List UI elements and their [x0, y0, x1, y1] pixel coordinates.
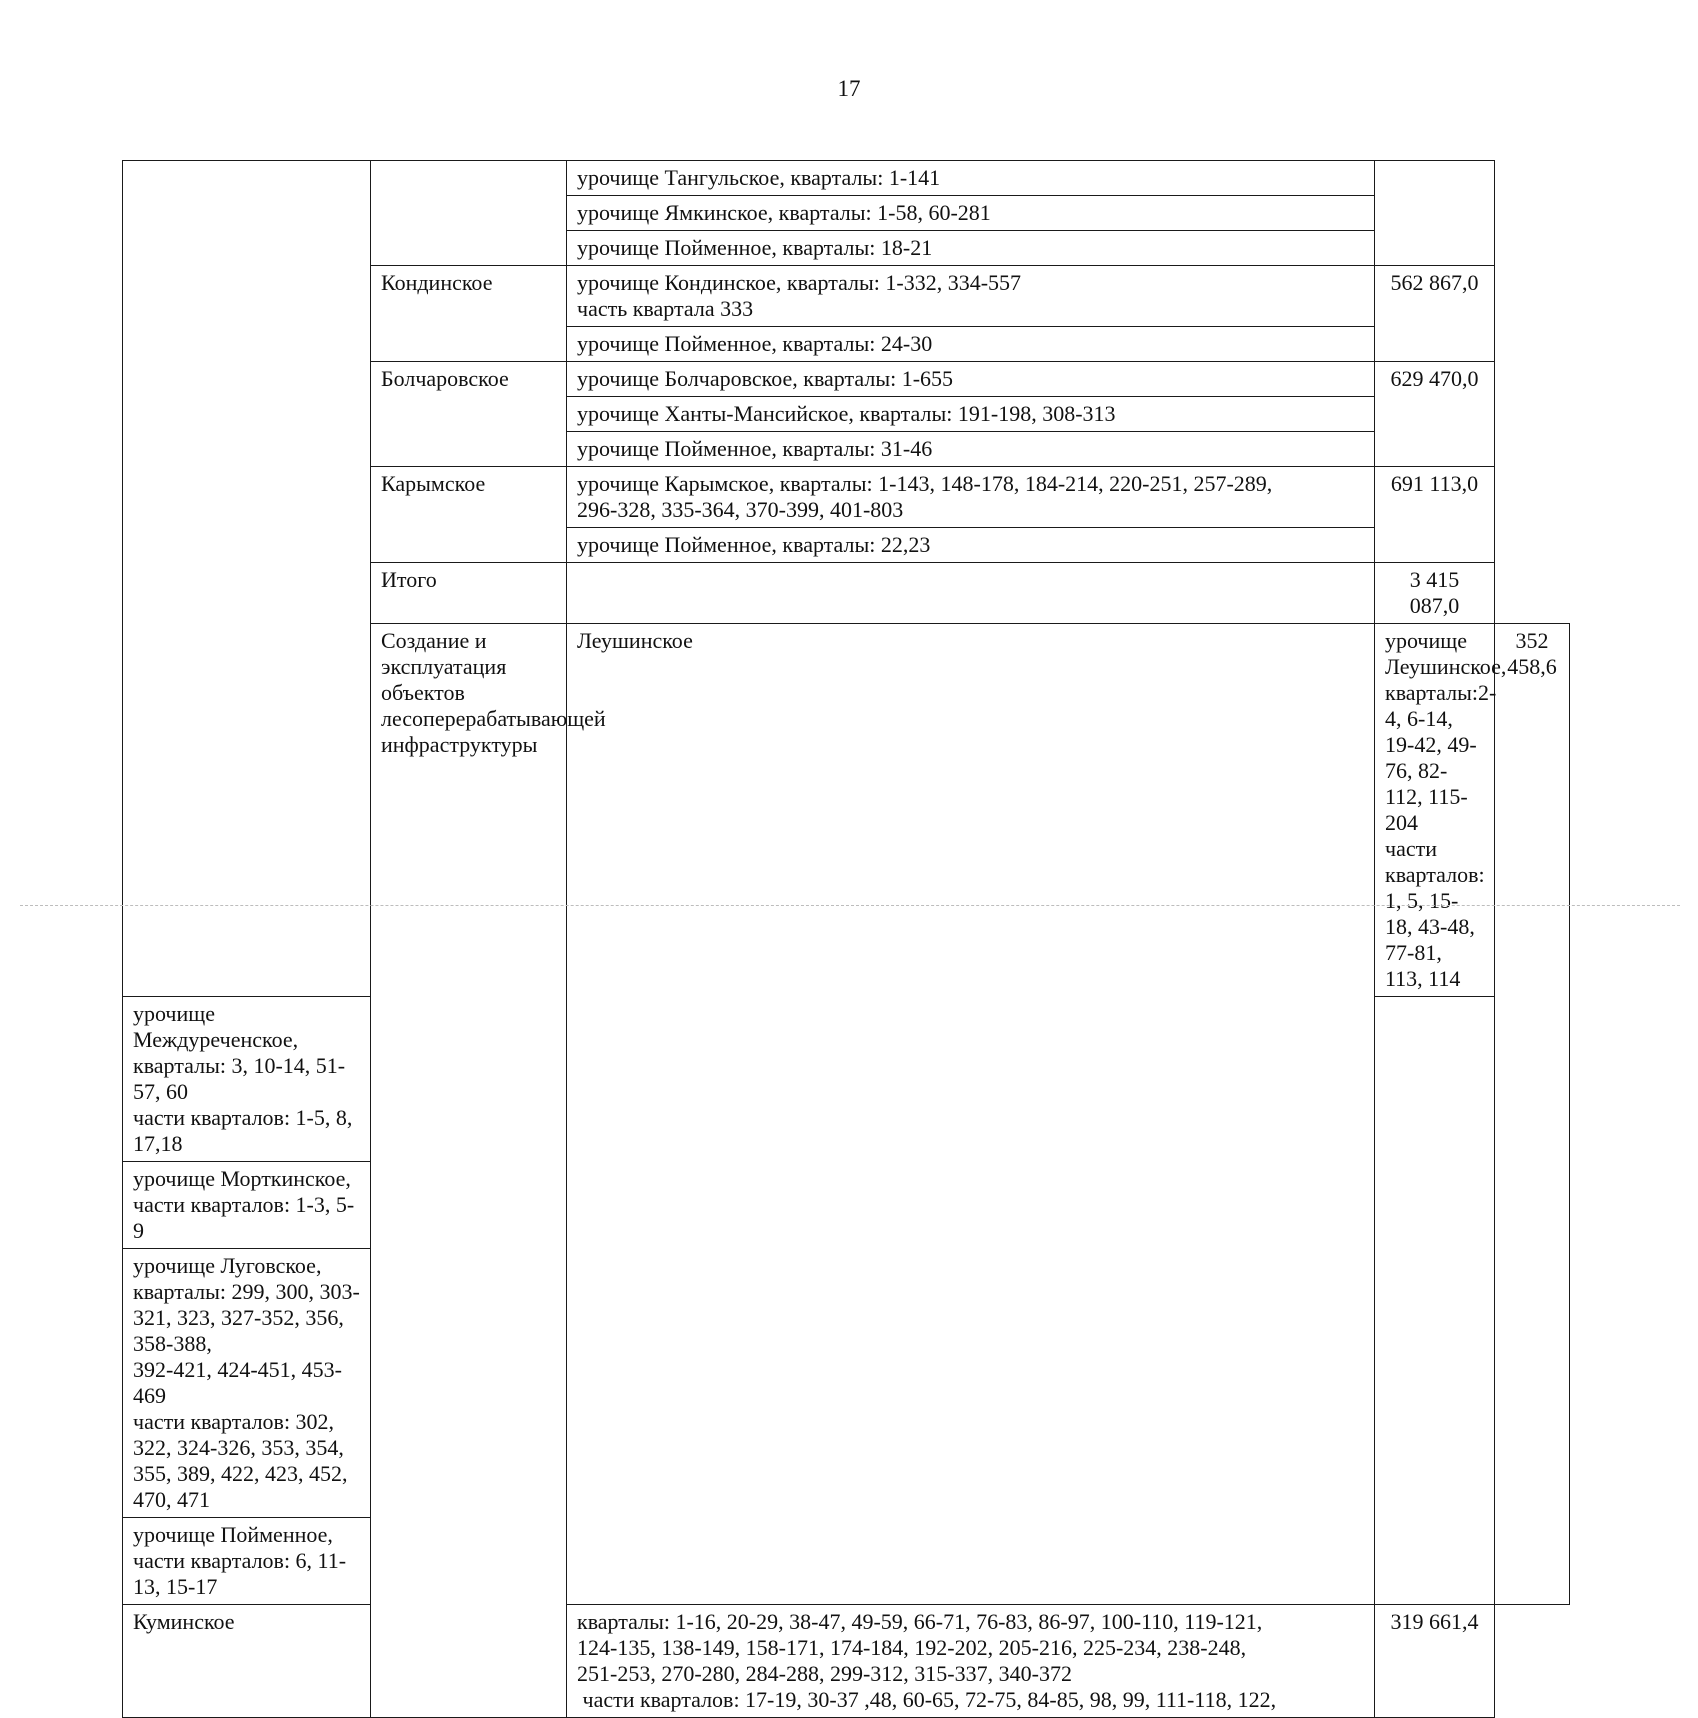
- location-cell: [123, 1518, 371, 1605]
- page-number: 17: [837, 76, 861, 101]
- location-cell: [567, 467, 1375, 528]
- location-text: 296-328, 335-364, 370-399, 401-803: [577, 497, 904, 522]
- location-text: урочище Пойменное, кварталы: 18-21: [577, 235, 933, 260]
- location-cell: [123, 1249, 371, 1518]
- location-text: урочище Пойменное, кварталы: 31-46: [577, 436, 933, 461]
- purpose-cell: [123, 161, 371, 997]
- location-cell: [567, 327, 1375, 362]
- location-text: урочище Болчаровское, кварталы: 1-655: [577, 366, 954, 391]
- location-text: урочище Ханты-Мансийское, кварталы: 191-198, 308-313: [577, 401, 1116, 426]
- area-cell: 691 113,0: [1375, 467, 1495, 563]
- location-text: части кварталов: 1-5, 8, 17,18: [133, 1105, 353, 1156]
- location-text: урочище Пойменное,: [133, 1522, 333, 1547]
- location-text: урочище Пойменное, кварталы: 22,23: [577, 532, 931, 557]
- location-text: части кварталов: 17-19, 30-37 ,48, 60-65, 72-75, 84-85, 98, 99, 111-118, 122,: [577, 1687, 1277, 1712]
- table-row: [123, 1605, 1570, 1718]
- location-cell: [123, 997, 371, 1162]
- location-cell: [567, 231, 1375, 266]
- area-cell: 352 458,6: [1495, 624, 1570, 1605]
- total-area: 3 415 087,0: [1375, 563, 1495, 624]
- location-text: 251-253, 270-280, 284-288, 299-312, 315-337, 340-372: [577, 1661, 1072, 1686]
- location-cell: [567, 196, 1375, 231]
- scan-artifact-line: [20, 905, 1680, 906]
- location-cell: [567, 528, 1375, 563]
- location-text: 392-421, 424-451, 453-469: [133, 1357, 342, 1408]
- forestry-cell: Куминское: [123, 1605, 371, 1718]
- location-cell: [567, 362, 1375, 397]
- location-text: урочище Карымское, кварталы: 1-143, 148-178, 184-214, 220-251, 257-289,: [577, 471, 1273, 496]
- area-cell: [1375, 161, 1495, 266]
- forestry-cell: Карымское: [371, 467, 567, 563]
- location-text: урочище Леушинское, кварталы:2-4, 6-14, 19-42, 49-76, 82-112, 115-204: [1385, 628, 1507, 835]
- location-cell: [567, 397, 1375, 432]
- location-text: урочище Междуреченское, кварталы: 3, 10-14, 51-57, 60: [133, 1001, 346, 1104]
- forest-areas-table: [122, 160, 1570, 1718]
- location-cell: [567, 266, 1375, 327]
- location-text: урочище Луговское, кварталы: 299, 300, 303-321, 323, 327-352, 356, 358-388,: [133, 1253, 360, 1356]
- location-text: кварталы: 1-16, 20-29, 38-47, 49-59, 66-71, 76-83, 86-97, 100-110, 119-121,: [577, 1609, 1263, 1634]
- forestry-cell: Кондинское: [371, 266, 567, 362]
- location-text: урочище Морткинское, части кварталов: 1-3, 5-9: [133, 1166, 355, 1243]
- location-text: часть квартала 333: [577, 296, 754, 321]
- purpose-cell: Создание и эксплуатация объектов лесоперерабатывающей инфраструктуры: [371, 624, 567, 1718]
- table-row: [123, 161, 1570, 196]
- location-text: урочище Кондинское, кварталы: 1-332, 334-557: [577, 270, 1022, 295]
- location-cell: [567, 563, 1375, 624]
- forestry-cell: Болчаровское: [371, 362, 567, 467]
- location-text: урочище Ямкинское, кварталы: 1-58, 60-281: [577, 200, 991, 225]
- forestry-cell: Леушинское: [567, 624, 1375, 1605]
- area-cell: 319 661,4: [1375, 1605, 1495, 1718]
- location-text: части кварталов: 302, 322, 324-326, 353, 354, 355, 389, 422, 423, 452, 470, 471: [133, 1409, 348, 1512]
- area-cell: 562 867,0: [1375, 266, 1495, 362]
- forestry-cell: [371, 161, 567, 266]
- location-cell: [567, 161, 1375, 196]
- location-text: урочище Тангульское, кварталы: 1-141: [577, 165, 941, 190]
- location-cell: [567, 1605, 1375, 1718]
- location-cell: [123, 1162, 371, 1249]
- location-text: урочище Пойменное, кварталы: 24-30: [577, 331, 933, 356]
- location-cell: [567, 432, 1375, 467]
- location-text: части кварталов: 1, 5, 15-18, 43-48, 77-81, 113, 114: [1385, 836, 1485, 991]
- location-text: части кварталов: 6, 11-13, 15-17: [133, 1548, 347, 1599]
- total-label: Итого: [371, 563, 567, 624]
- location-cell: [1375, 624, 1507, 997]
- location-text: 124-135, 138-149, 158-171, 174-184, 192-202, 205-216, 225-234, 238-248,: [577, 1635, 1247, 1660]
- area-cell: 629 470,0: [1375, 362, 1495, 467]
